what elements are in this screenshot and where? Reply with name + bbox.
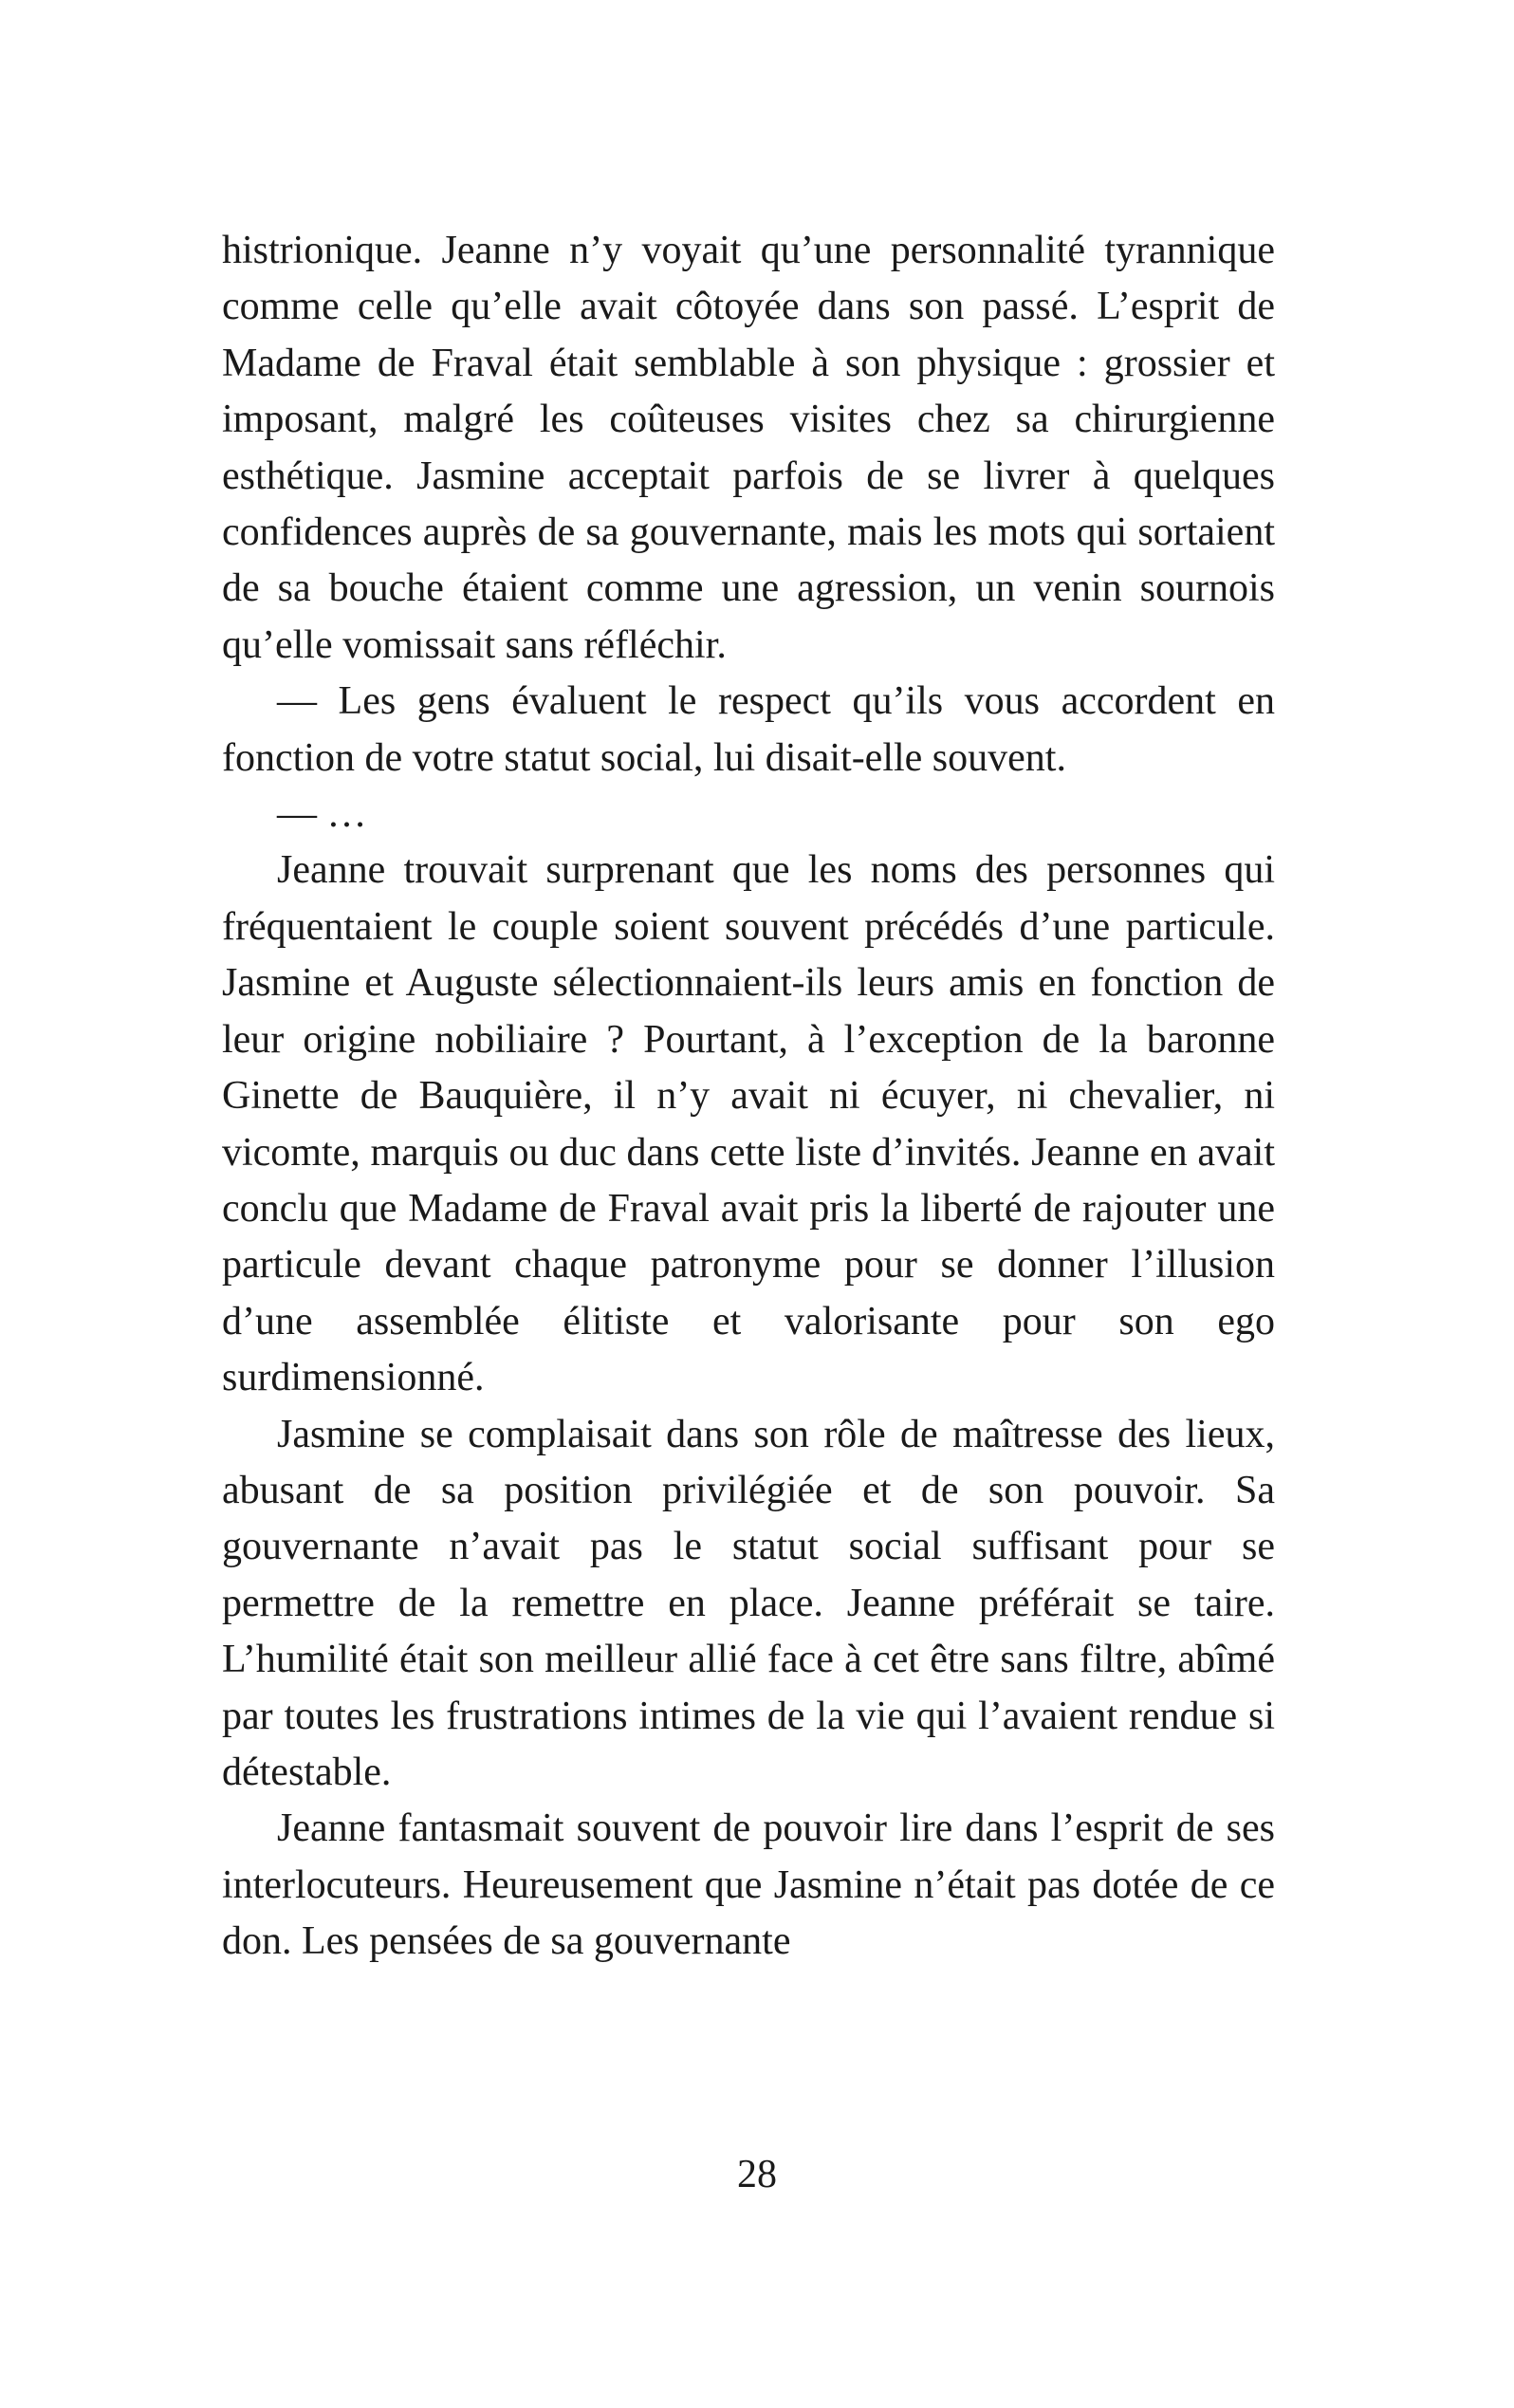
paragraph: Jasmine se complaisait dans son rôle de maîtresse des lieux, abusant de sa position privilégiée et de son pouvoir. Sa gouvernante n’avait pas le statut social suffisant pour se permettre de la remettre en place. Jeanne préférait se taire. L’humilité était son meilleur allié face à cet être sans filtre, abîmé par toutes les frustrations intimes de la vie qui l’avaient rendue si détestable. bbox=[222, 1412, 1275, 1794]
dialogue-line: — Les gens évaluent le respect qu’ils vous accordent en fonction de votre statut social, lui disait-elle souvent. bbox=[222, 679, 1275, 780]
paragraph-continuation: histrionique. Jeanne n’y voyait qu’une personnalité tyrannique comme celle qu’elle avait côtoyée dans son passé. L’esprit de Madame de Fraval était semblable à son physique : grossier et imposant, malgré les coûteuses visites chez sa chirurgienne esthétique. Jasmine acceptait parfois de se livrer à quelques confidences auprès de sa gouvernante, mais les mots qui sortaient de sa bouche étaient comme une agression, un venin sournois qu’elle vomissait sans réfléchir. bbox=[222, 229, 1275, 667]
body-text bbox=[222, 223, 1275, 1971]
page-number: 28 bbox=[737, 2153, 777, 2196]
paragraph: Jeanne fantasmait souvent de pouvoir lire dans l’esprit de ses interlocuteurs. Heureusement que Jasmine n’était pas dotée de ce don. Les pensées de sa gouvernante bbox=[222, 1806, 1275, 1964]
dialogue-line: — … bbox=[277, 792, 367, 837]
paragraph: Jeanne trouvait surprenant que les noms des personnes qui fréquentaient le couple soient souvent précédés d’une particule. Jasmine et Auguste sélectionnaient-ils leurs amis en fonction de leur origine nobiliaire ? Pourtant, à l’exception de la baronne Ginette de Bauquière, il n’y avait ni écuyer, ni chevalier, ni vicomte, marquis ou duc dans cette liste d’invités. Jeanne en avait conclu que Madame de Fraval avait pris la liberté de rajouter une particule devant chaque patronyme pour se donner l’illusion d’une assemblée élitiste et valorisante pour son ego surdimensionné. bbox=[222, 848, 1275, 1400]
